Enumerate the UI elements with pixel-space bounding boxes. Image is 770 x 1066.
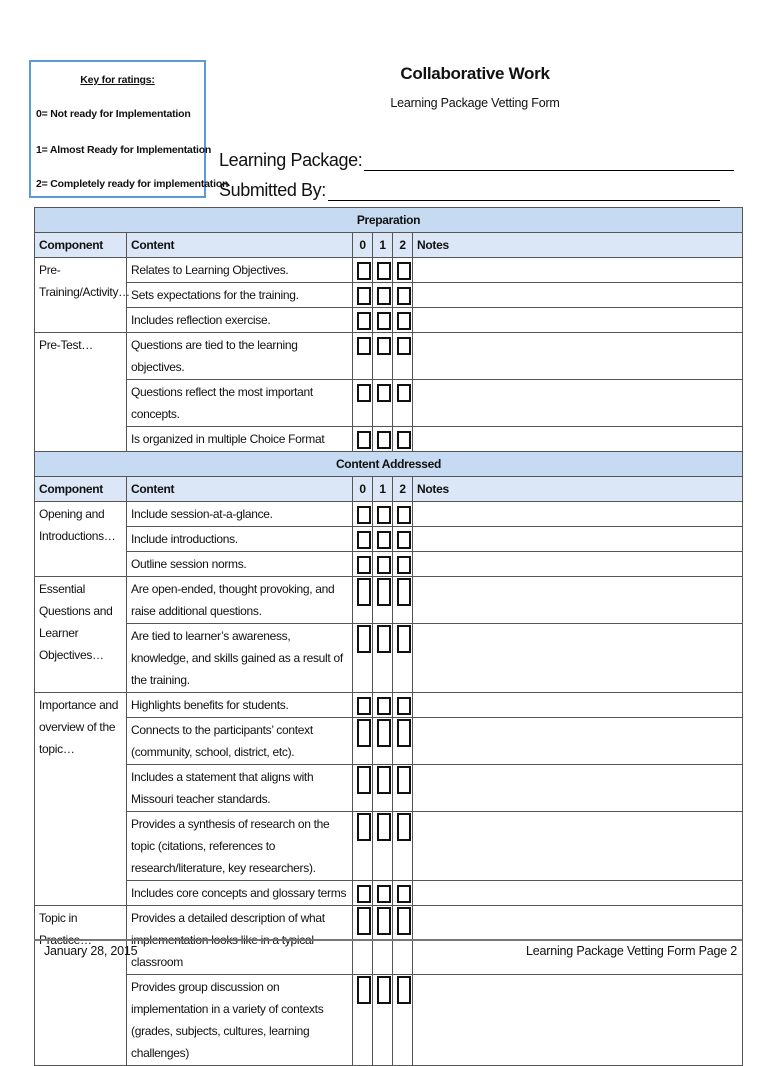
key-item-2: 2= Completely ready for implementation — [36, 178, 229, 190]
rating-0-checkbox[interactable] — [357, 625, 371, 653]
rating-2-cell — [393, 333, 413, 380]
rating-1-checkbox[interactable] — [377, 625, 391, 653]
rating-1-checkbox[interactable] — [377, 506, 391, 524]
footer-page: Learning Package Vetting Form Page 2 — [526, 944, 737, 958]
rating-2-checkbox[interactable] — [397, 262, 411, 280]
rating-1-cell — [373, 552, 393, 577]
content-cell: Relates to Learning Objectives. — [127, 258, 353, 283]
criteria-row — [35, 258, 743, 283]
content-cell: Provides group discussion on implementation in a variety of contexts (grades, subjects, cultures, learning challenges) — [127, 975, 353, 1066]
component-cell: Opening and Introductions… — [35, 502, 127, 577]
rating-0-checkbox[interactable] — [357, 719, 371, 747]
column-header-row — [35, 477, 743, 502]
rating-2-checkbox[interactable] — [397, 531, 411, 549]
rating-1-cell — [373, 527, 393, 552]
notes-cell[interactable] — [413, 881, 743, 906]
rating-2-header: 2 — [393, 477, 413, 502]
rating-0-cell — [353, 881, 373, 906]
notes-cell[interactable] — [413, 283, 743, 308]
component-cell: Pre-Training/Activity… — [35, 258, 127, 333]
notes-cell[interactable] — [413, 308, 743, 333]
rating-0-cell — [353, 693, 373, 718]
rating-1-checkbox[interactable] — [377, 578, 391, 606]
rating-0-checkbox[interactable] — [357, 907, 371, 935]
content-cell: Provides a synthesis of research on the topic (citations, references to research/literature, key researchers). — [127, 812, 353, 881]
rating-0-cell — [353, 308, 373, 333]
rating-2-checkbox[interactable] — [397, 625, 411, 653]
section-row — [35, 208, 743, 233]
notes-cell[interactable] — [413, 693, 743, 718]
criteria-row — [35, 283, 743, 308]
rating-1-checkbox[interactable] — [377, 531, 391, 549]
notes-cell[interactable] — [413, 812, 743, 881]
content-cell: Is organized in multiple Choice Format — [127, 427, 353, 452]
criteria-row — [35, 577, 743, 624]
rating-0-cell — [353, 283, 373, 308]
content-cell: Are tied to learner’s awareness, knowledge, and skills gained as a result of the training. — [127, 624, 353, 693]
rating-1-checkbox[interactable] — [377, 885, 391, 903]
rating-2-cell — [393, 283, 413, 308]
component-header: Component — [35, 233, 127, 258]
rating-0-checkbox[interactable] — [357, 431, 371, 449]
submitted-by-label: Submitted By: — [219, 180, 326, 200]
component-cell: Importance and overview of the topic… — [35, 693, 127, 906]
rating-1-checkbox[interactable] — [377, 907, 391, 935]
rating-1-checkbox[interactable] — [377, 431, 391, 449]
criteria-row — [35, 527, 743, 552]
submitted-by-line[interactable] — [328, 182, 720, 201]
rating-0-checkbox[interactable] — [357, 506, 371, 524]
rating-2-checkbox[interactable] — [397, 907, 411, 935]
rating-0-header: 0 — [353, 477, 373, 502]
content-cell: Includes reflection exercise. — [127, 308, 353, 333]
component-header: Component — [35, 477, 127, 502]
rating-2-cell — [393, 552, 413, 577]
rating-2-checkbox[interactable] — [397, 556, 411, 574]
rating-0-cell — [353, 975, 373, 1066]
notes-cell[interactable] — [413, 427, 743, 452]
rating-2-checkbox[interactable] — [397, 578, 411, 606]
rating-2-checkbox[interactable] — [397, 885, 411, 903]
notes-cell[interactable] — [413, 552, 743, 577]
rating-2-cell — [393, 258, 413, 283]
rating-2-cell — [393, 975, 413, 1066]
rating-1-cell — [373, 765, 393, 812]
criteria-row — [35, 380, 743, 427]
rating-1-cell — [373, 258, 393, 283]
rating-1-cell — [373, 308, 393, 333]
rating-2-checkbox[interactable] — [397, 384, 411, 402]
rating-2-checkbox[interactable] — [397, 337, 411, 355]
rating-1-cell — [373, 380, 393, 427]
rating-2-checkbox[interactable] — [397, 766, 411, 794]
rating-2-cell — [393, 308, 413, 333]
rating-1-cell — [373, 881, 393, 906]
rating-0-checkbox[interactable] — [357, 262, 371, 280]
rating-1-cell — [373, 624, 393, 693]
key-item-1: 1= Almost Ready for Implementation — [36, 144, 212, 156]
rating-1-header: 1 — [373, 477, 393, 502]
criteria-row — [35, 765, 743, 812]
criteria-row — [35, 308, 743, 333]
rating-1-cell — [373, 427, 393, 452]
rating-1-checkbox[interactable] — [377, 697, 391, 715]
section-row — [35, 452, 743, 477]
criteria-row — [35, 333, 743, 380]
rating-2-cell — [393, 502, 413, 527]
footer-divider — [34, 939, 742, 941]
rating-0-cell — [353, 812, 373, 881]
rating-0-cell — [353, 502, 373, 527]
criteria-row — [35, 502, 743, 527]
rating-2-checkbox[interactable] — [397, 976, 411, 1004]
rating-0-cell — [353, 765, 373, 812]
rating-2-checkbox[interactable] — [397, 506, 411, 524]
rating-2-header: 2 — [393, 233, 413, 258]
rating-2-cell — [393, 812, 413, 881]
rating-1-checkbox[interactable] — [377, 766, 391, 794]
content-cell: Connects to the participants’ context (community, school, district, etc). — [127, 718, 353, 765]
key-title: Key for ratings: — [80, 74, 155, 86]
criteria-row — [35, 881, 743, 906]
rating-1-cell — [373, 718, 393, 765]
rating-0-cell — [353, 718, 373, 765]
section-title: Preparation — [35, 208, 743, 233]
submitted-by-field[interactable] — [219, 180, 720, 201]
rating-1-checkbox[interactable] — [377, 262, 391, 280]
notes-cell[interactable] — [413, 258, 743, 283]
rating-2-cell — [393, 427, 413, 452]
rating-0-checkbox[interactable] — [357, 384, 371, 402]
rating-2-cell — [393, 624, 413, 693]
rating-0-checkbox[interactable] — [357, 976, 371, 1004]
content-cell: Questions are tied to the learning objectives. — [127, 333, 353, 380]
rating-2-checkbox[interactable] — [397, 697, 411, 715]
notes-cell[interactable] — [413, 380, 743, 427]
section-title: Content Addressed — [35, 452, 743, 477]
rating-1-checkbox[interactable] — [377, 976, 391, 1004]
rating-0-checkbox[interactable] — [357, 766, 371, 794]
rating-2-checkbox[interactable] — [397, 719, 411, 747]
rating-0-checkbox[interactable] — [357, 337, 371, 355]
content-cell: Outline session norms. — [127, 552, 353, 577]
column-header-row — [35, 233, 743, 258]
rating-1-cell — [373, 975, 393, 1066]
criteria-row — [35, 427, 743, 452]
notes-cell[interactable] — [413, 765, 743, 812]
rating-0-cell — [353, 577, 373, 624]
rating-1-cell — [373, 283, 393, 308]
footer-date: January 28, 2015 — [44, 944, 138, 958]
notes-cell[interactable] — [413, 975, 743, 1066]
rating-1-checkbox[interactable] — [377, 813, 391, 841]
content-cell: Includes a statement that aligns with Missouri teacher standards. — [127, 765, 353, 812]
rating-2-checkbox[interactable] — [397, 287, 411, 305]
learning-package-label: Learning Package: — [219, 150, 363, 170]
rating-0-cell — [353, 427, 373, 452]
form-subtitle: Learning Package Vetting Form — [390, 96, 560, 110]
rating-0-cell — [353, 380, 373, 427]
content-cell: Include introductions. — [127, 527, 353, 552]
content-cell: Sets expectations for the training. — [127, 283, 353, 308]
rating-1-checkbox[interactable] — [377, 384, 391, 402]
notes-header: Notes — [413, 233, 743, 258]
rating-2-cell — [393, 765, 413, 812]
rating-2-checkbox[interactable] — [397, 431, 411, 449]
notes-cell[interactable] — [413, 333, 743, 380]
notes-cell[interactable] — [413, 624, 743, 693]
component-cell: Topic in Practice… — [35, 906, 127, 1066]
content-cell: Questions reflect the most important concepts. — [127, 380, 353, 427]
criteria-row — [35, 624, 743, 693]
rating-2-cell — [393, 577, 413, 624]
rating-2-cell — [393, 527, 413, 552]
rating-1-checkbox[interactable] — [377, 337, 391, 355]
notes-cell[interactable] — [413, 502, 743, 527]
rating-1-cell — [373, 333, 393, 380]
content-header: Content — [127, 477, 353, 502]
form-title: Collaborative Work — [400, 64, 550, 83]
rating-0-cell — [353, 624, 373, 693]
rating-2-checkbox[interactable] — [397, 312, 411, 330]
learning-package-line[interactable] — [364, 152, 734, 171]
vetting-table — [34, 207, 743, 1066]
notes-cell[interactable] — [413, 527, 743, 552]
criteria-row — [35, 552, 743, 577]
component-cell: Essential Questions and Learner Objectives… — [35, 577, 127, 693]
notes-cell[interactable] — [413, 718, 743, 765]
rating-0-checkbox[interactable] — [357, 531, 371, 549]
rating-1-checkbox[interactable] — [377, 312, 391, 330]
rating-0-cell — [353, 527, 373, 552]
rating-0-checkbox[interactable] — [357, 556, 371, 574]
rating-1-cell — [373, 812, 393, 881]
notes-header: Notes — [413, 477, 743, 502]
rating-1-cell — [373, 502, 393, 527]
rating-1-checkbox[interactable] — [377, 719, 391, 747]
rating-0-cell — [353, 258, 373, 283]
rating-1-checkbox[interactable] — [377, 556, 391, 574]
rating-0-checkbox[interactable] — [357, 813, 371, 841]
rating-0-header: 0 — [353, 233, 373, 258]
criteria-row — [35, 812, 743, 881]
rating-2-cell — [393, 881, 413, 906]
content-cell: Are open-ended, thought provoking, and raise additional questions. — [127, 577, 353, 624]
rating-0-cell — [353, 552, 373, 577]
rating-0-checkbox[interactable] — [357, 697, 371, 715]
notes-cell[interactable] — [413, 577, 743, 624]
rating-0-checkbox[interactable] — [357, 287, 371, 305]
rating-2-checkbox[interactable] — [397, 813, 411, 841]
rating-0-cell — [353, 333, 373, 380]
rating-0-checkbox[interactable] — [357, 312, 371, 330]
content-header: Content — [127, 233, 353, 258]
rating-2-cell — [393, 380, 413, 427]
rating-1-cell — [373, 577, 393, 624]
criteria-row — [35, 693, 743, 718]
rating-1-cell — [373, 693, 393, 718]
content-cell: Include session-at-a-glance. — [127, 502, 353, 527]
learning-package-field[interactable] — [219, 150, 734, 171]
component-cell: Pre-Test… — [35, 333, 127, 452]
ratings-key-box — [29, 60, 229, 198]
content-cell: Provides a detailed description of what implementation looks like in a typical classroom — [127, 906, 353, 975]
criteria-row — [35, 718, 743, 765]
rating-2-cell — [393, 693, 413, 718]
rating-1-header: 1 — [373, 233, 393, 258]
criteria-row — [35, 975, 743, 1066]
rating-2-cell — [393, 718, 413, 765]
rating-0-checkbox[interactable] — [357, 885, 371, 903]
rating-0-checkbox[interactable] — [357, 578, 371, 606]
rating-1-checkbox[interactable] — [377, 287, 391, 305]
key-item-0: 0= Not ready for Implementation — [36, 108, 191, 120]
content-cell: Includes core concepts and glossary terms — [127, 881, 353, 906]
content-cell: Highlights benefits for students. — [127, 693, 353, 718]
